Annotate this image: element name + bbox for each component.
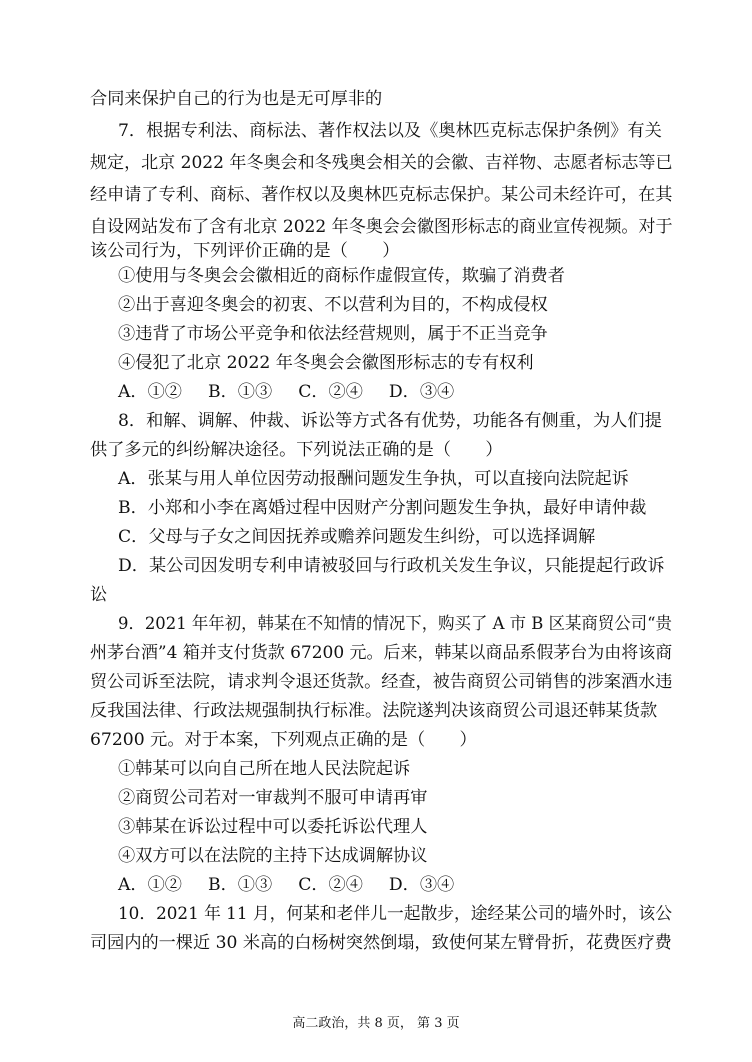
option-b: B．①③ [207, 875, 273, 895]
page-footer: 高二政治，共 8 页， 第 3 页 [292, 1016, 460, 1031]
text-line: 经申请了专利、商标、著作权以及奥林匹克标志保护。某公司未经许可，在其 [90, 185, 673, 205]
statement-2: ②出于喜迎冬奥会的初衷、不以营利为目的，不构成侵权 [118, 295, 548, 315]
text-line: 合同来保护自己的行为也是无可厚非的 [90, 89, 383, 109]
option-a: A．张某与用人单位因劳动报酬问题发生争执，可以直接向法院起诉 [118, 469, 629, 489]
statement-3: ③韩某在诉讼过程中可以委托诉讼代理人 [118, 817, 428, 837]
option-d: D．③④ [388, 875, 455, 895]
option-b: B．①③ [207, 382, 273, 402]
statement-1: ①使用与冬奥会会徽相近的商标作虚假宣传，欺骗了消费者 [118, 266, 565, 286]
question-9-stem: 9．2021 年年初，韩某在不知情的情况下，购买了 A 市 B 区某商贸公司“贵 [118, 614, 672, 634]
text-line: 67200 元。对于本案，下列观点正确的是（ ） [90, 730, 477, 750]
text-line: 州茅台酒”4 箱并支付货款 67200 元。后来，韩某以商品系假茅台为由将该商 [90, 643, 673, 663]
statement-4: ④双方可以在法院的主持下达成调解协议 [118, 846, 428, 866]
statement-3: ③违背了市场公平竞争和依法经营规则，属于不正当竞争 [118, 324, 548, 344]
option-c: C．父母与子女之间因抚养或赡养问题发生纠纷，可以选择调解 [118, 527, 596, 547]
question-7-options [118, 381, 480, 403]
option-d: D．③④ [388, 382, 455, 402]
option-d: D．某公司因发明专利申请被驳回与行政机关发生争议，只能提起行政诉 [118, 556, 665, 576]
question-8-stem: 8．和解、调解、仲裁、诉讼等方式各有优势，功能各有侧重，为人们提 [118, 411, 662, 431]
statement-2: ②商贸公司若对一审裁判不服可申请再审 [118, 788, 428, 808]
statement-1: ①韩某可以向自己所在地人民法院起诉 [118, 759, 411, 779]
text-line: 贸公司诉至法院，请求判令退还货款。经查，被告商贸公司销售的涉案酒水违 [90, 672, 673, 692]
option-c: C．②④ [298, 875, 363, 895]
option-c: C．②④ [298, 382, 363, 402]
text-line: 该公司行为，下列评价正确的是（ ） [90, 241, 400, 261]
option-a: A．①② [118, 875, 182, 895]
text-line: 反我国法律、行政法规强制执行标准。法院遂判决该商贸公司退还韩某货款 [90, 701, 658, 721]
text-line: 供了多元的纠纷解决途径。下列说法正确的是（ ） [90, 440, 503, 460]
statement-4: ④侵犯了北京 2022 年冬奥会会徽图形标志的专有权利 [118, 353, 534, 373]
option-a: A．①② [118, 382, 182, 402]
option-b: B．小郑和小李在离婚过程中因财产分割问题发生争执，最好申请仲裁 [118, 498, 647, 518]
text-line: 司园内的一棵近 30 米高的白杨树突然倒塌，致使何某左臂骨折，花费医疗费 [90, 933, 672, 953]
text-line: 自设网站发布了含有北京 2022 年冬奥会会徽图形标志的商业宣传视频。对于 [90, 217, 673, 237]
question-10-stem: 10．2021 年 11 月，何某和老伴儿一起散步，途经某公司的墙外时，该公 [118, 904, 672, 924]
text-line: 讼 [90, 585, 108, 605]
question-7-stem: 7．根据专利法、商标法、著作权法以及《奥林匹克标志保护条例》有关 [118, 121, 662, 141]
text-line: 规定，北京 2022 年冬奥会和冬残奥会相关的会徽、吉祥物、志愿者标志等已 [90, 153, 673, 173]
question-9-options [118, 874, 480, 896]
